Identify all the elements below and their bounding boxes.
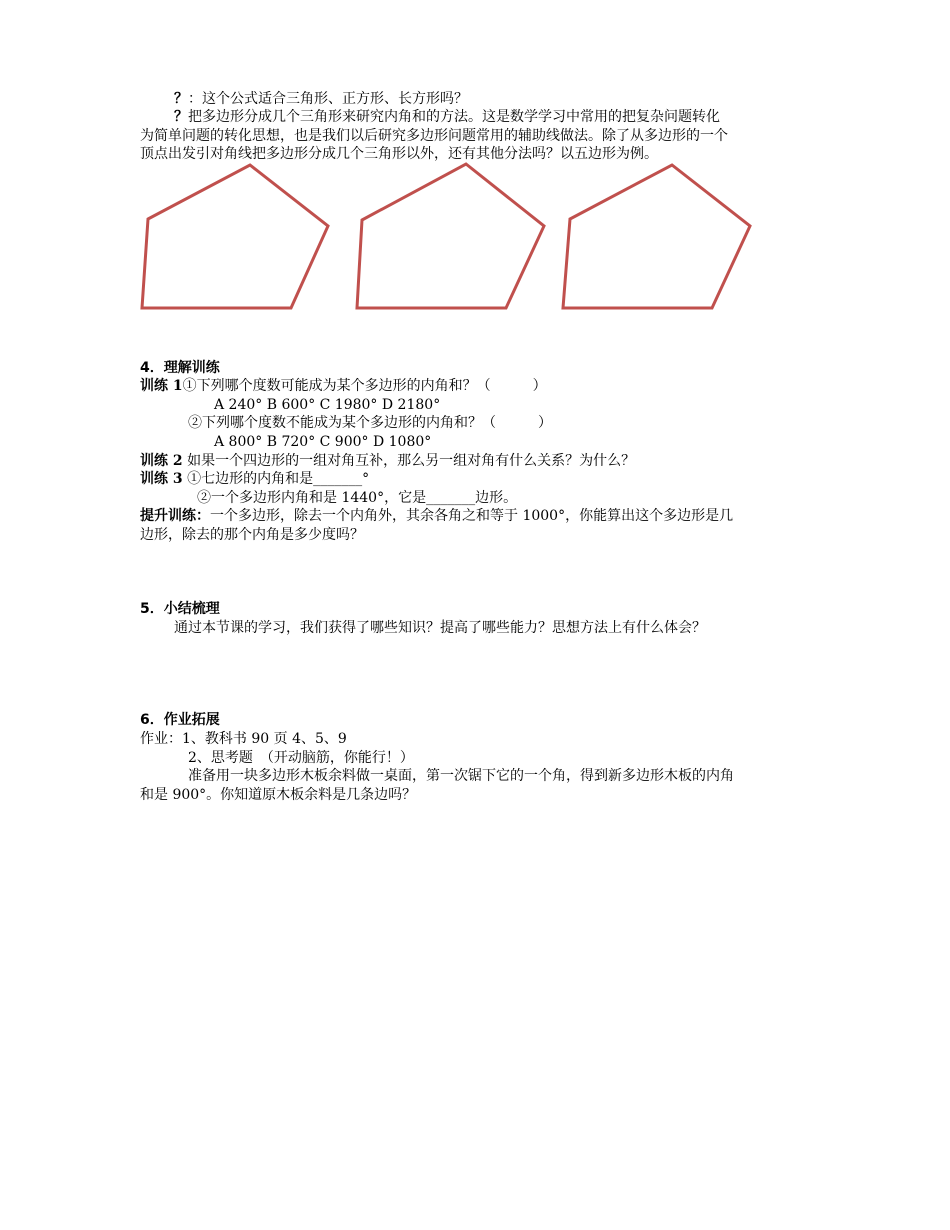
pentagon-figure-2 — [357, 164, 544, 308]
intro-question-1-text: ：这个公式适合三角形、正方形、长方形吗？ — [188, 91, 468, 107]
intro-question-1 — [174, 89, 468, 109]
advanced-training-label: 提升训练： — [140, 508, 210, 524]
homework-problem: 准备用一块多边形木板余料做一桌面，第一次锯下它的一个角，得到新多边形木板的内角 — [188, 768, 734, 784]
training-3 — [140, 469, 369, 489]
intro-question-2-line3: 顶点出发引对角线把多边形分成几个三角形以外，还有其他分法吗？以五边形为例。 — [140, 146, 658, 162]
advanced-training-text: 一个多边形，除去一个内角外，其余各角之和等于 1000°，你能算出这个多边形是几 — [210, 508, 734, 524]
pentagon-figure-3 — [563, 165, 750, 308]
training-3-label: 训练 3 — [140, 471, 183, 487]
training-2 — [140, 451, 635, 471]
training-1-label: 训练 1 — [140, 378, 183, 394]
section-5-heading: 5．小结梳理 — [140, 601, 220, 617]
homework-problem-line2: 和是 900°。你知道原木板余料是几条边吗？ — [140, 787, 417, 803]
intro-question-2-line2: 为简单问题的转化思想，也是我们以后研究多边形问题常用的辅助线做法。除了从多边形的一个 — [140, 128, 728, 144]
homework-item-1: 作业：1、教科书 90 页 4、5、9 — [140, 731, 347, 747]
training-1-question-2: ②下列哪个度数不能成为某个多边形的内角和？（ ） — [188, 415, 552, 431]
advanced-training — [140, 506, 733, 526]
training-3-question-2: ②一个多边形内角和是 1440°，它是_______边形。 — [197, 490, 518, 506]
intro-question-2 — [174, 107, 720, 127]
question-mark: ？ — [174, 109, 188, 125]
intro-question-2-text: 把多边形分成几个三角形来研究内角和的方法。这是数学学习中常用的把复杂问题转化 — [188, 109, 720, 125]
training-2-text: 如果一个四边形的一组对角互补，那么另一组对角有什么关系？为什么？ — [182, 453, 636, 469]
pentagon-figure-1 — [142, 165, 328, 308]
section-4-heading: 4．理解训练 — [140, 360, 220, 376]
training-1-question-2-options: A 800° B 720° C 900° D 1080° — [214, 434, 432, 450]
training-1 — [140, 376, 547, 396]
homework-item-2: 2、思考题 （开动脑筋，你能行！） — [188, 750, 414, 766]
training-3-question-1: ①七边形的内角和是_______° — [182, 471, 370, 487]
training-1-question-1-options: A 240° B 600° C 1980° D 2180° — [214, 397, 441, 413]
advanced-training-line2: 边形，除去的那个内角是多少度吗？ — [140, 527, 364, 543]
question-mark: ？ — [174, 91, 188, 107]
summary-text: 通过本节课的学习，我们获得了哪些知识？提高了哪些能力？思想方法上有什么体会？ — [174, 620, 706, 636]
pentagon-figures — [0, 158, 950, 318]
section-6-heading: 6．作业拓展 — [140, 712, 220, 728]
training-2-label: 训练 2 — [140, 453, 183, 469]
training-1-question-1: ①下列哪个度数可能成为某个多边形的内角和？（ ） — [182, 378, 547, 394]
